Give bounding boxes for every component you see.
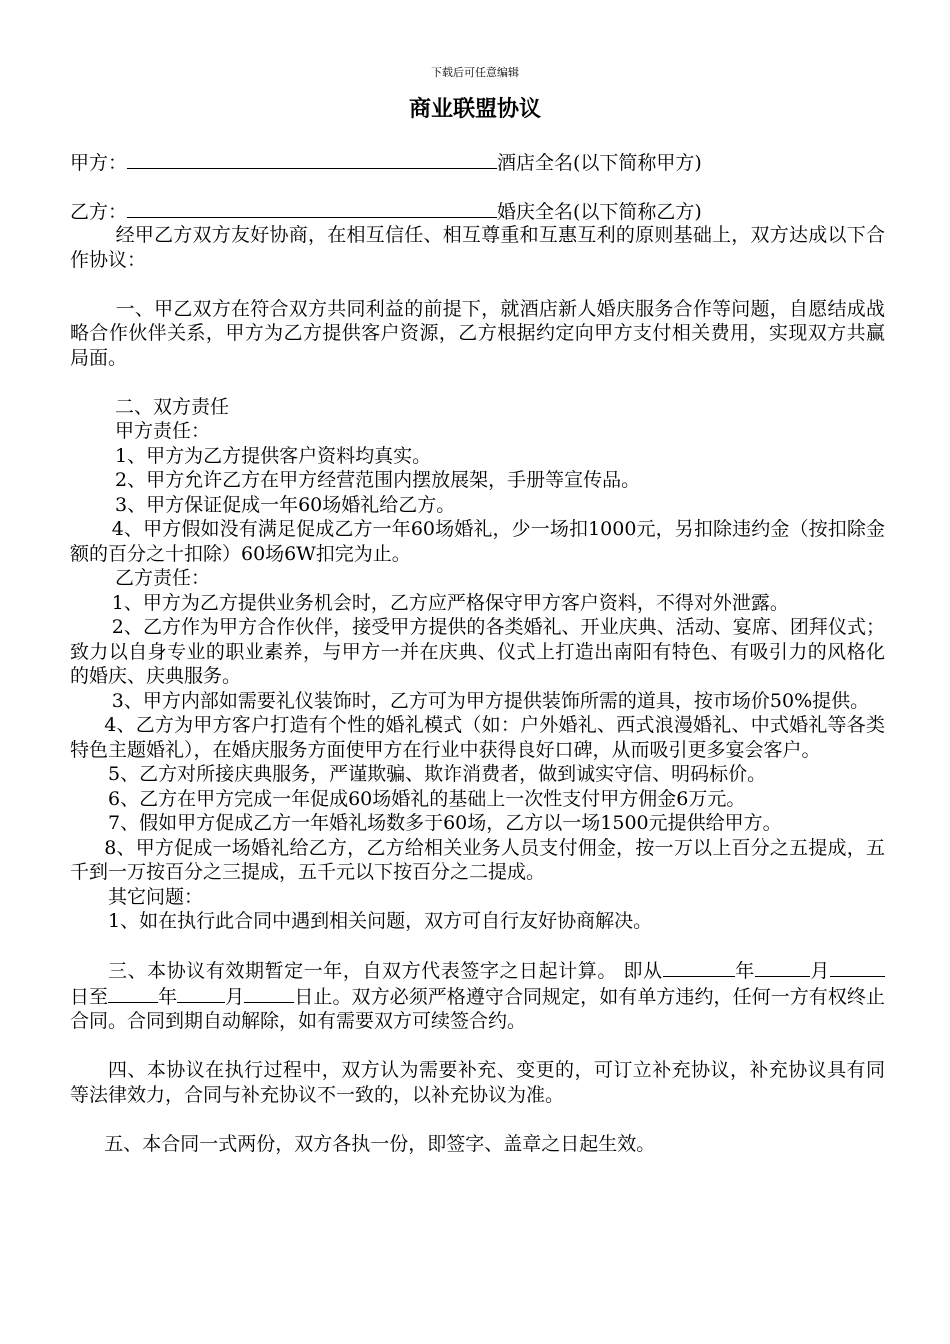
- year-label: 年: [158, 985, 178, 1008]
- b-duty-item: 1、甲方为乙方提供业务机会时，乙方应严格保守甲方客户资料，不得对外泄露。: [111, 591, 789, 614]
- party-a-blank[interactable]: [127, 150, 497, 169]
- month-label: 月: [225, 985, 245, 1008]
- party-a-suffix: 酒店全名(以下简称甲方): [497, 152, 702, 174]
- b-duty-item: 6、乙方在甲方完成一年促成60场婚礼的基础上一次性支付甲方佣金6万元。: [108, 787, 746, 810]
- section-2-heading: 二、双方责任: [115, 395, 230, 418]
- start-year-blank[interactable]: [663, 958, 735, 977]
- a-duty-item: 2、甲方允许乙方在甲方经营范围内摆放展架，手册等宣传品。: [115, 469, 641, 491]
- other-issues-heading: 其它问题：: [108, 885, 204, 908]
- section-1: 一、甲乙双方在符合双方共同利益的前提下，就酒店新人婚庆服务合作等问题，自愿结成战略合作伙伴关系，甲方为乙方提供客户资源，乙方根据约定向甲方支付相关费用，实现双方共赢局面。: [70, 297, 885, 369]
- a-duty-item: 3、甲方保证促成一年60场婚礼给乙方。: [115, 493, 456, 516]
- section-3-text: 三、本协议有效期暂定一年，自双方代表签字之日起计算。 即从: [108, 960, 663, 982]
- end-month-blank[interactable]: [177, 984, 225, 1003]
- section-5: 五、本合同一式两份，双方各执一份，即签字、盖章之日起生效。: [104, 1132, 656, 1155]
- section-3: [70, 958, 885, 1034]
- b-duty-item: 2、乙方作为甲方合作伙伴，接受甲方提供的各类婚礼、开业庆典、活动、宴席、团拜仪式；致力以自身专业的职业素养，与甲方一并在庆典、仪式上打造出南阳有特色、有吸引力的风格化的婚庆、庆典服务。: [70, 616, 885, 687]
- header-note: 下载后可任意编辑: [431, 66, 519, 79]
- party-a-label: 甲方：: [70, 152, 128, 174]
- b-duty-item: 4、乙方为甲方客户打造有个性的婚礼模式（如：户外婚礼、西式浪漫婚礼、中式婚礼等各类特色主题婚礼），在婚庆服务方面使甲方在行业中获得良好口碑，从而吸引更多宴会客户。: [70, 714, 885, 761]
- party-b-blank[interactable]: [127, 199, 497, 218]
- end-day-blank[interactable]: [244, 984, 294, 1003]
- b-duty-item: 5、乙方对所接庆典服务，严谨欺骗、欺诈消费者，做到诚实守信、明码标价。: [108, 763, 767, 785]
- intro-paragraph: 经甲乙方双方友好协商，在相互信任、相互尊重和互惠互利的原则基础上，双方达成以下合作协议：: [70, 224, 885, 271]
- other-issue-item: 1、如在执行此合同中遇到相关问题，双方可自行友好协商解决。: [108, 910, 653, 932]
- a-duty-item: 1、甲方为乙方提供客户资料均真实。: [115, 444, 432, 467]
- year-label: 年: [734, 960, 755, 982]
- party-b-suffix: 婚庆全名(以下简称乙方): [497, 200, 702, 223]
- section-3-end: 日止。双方必须严格遵守合同规定，如有单方违约，任何一方有权终止合同。合同到期自动解除，如有需要双方可续签合约。: [70, 985, 885, 1032]
- party-b-label: 乙方：: [70, 200, 128, 223]
- document-title: 商业联盟协议: [408, 97, 541, 122]
- b-duty-item: 3、甲方内部如需要礼仪装饰时，乙方可为甲方提供装饰所需的道具，按市场价50%提供。: [111, 689, 870, 712]
- document-body: [70, 150, 885, 1156]
- start-day-blank[interactable]: [830, 958, 885, 977]
- b-duty-item: 7、假如甲方促成乙方一年婚礼场数多于60场，乙方以一场1500元提供给甲方。: [108, 812, 782, 834]
- a-duty-item: 4、甲方假如没有满足促成乙方一年60场婚礼，少一场扣1000元，另扣除违约金（按扣除金额的百分之十扣除）60场6W扣完为止。: [70, 518, 885, 565]
- day-to-label: 日至: [70, 985, 109, 1008]
- b-duty-item: 8、甲方促成一场婚礼给乙方，乙方给相关业务人员支付佣金，按一万以上百分之五提成，五千到一万按百分之三提成，五千元以下按百分之二提成。: [70, 836, 885, 883]
- start-month-blank[interactable]: [755, 958, 810, 977]
- party-b-line: [70, 199, 885, 224]
- end-year-blank[interactable]: [108, 984, 158, 1003]
- month-label: 月: [809, 960, 830, 982]
- section-4: 四、本协议在执行过程中，双方认为需要补充、变更的，可订立补充协议，补充协议具有同等法律效力，合同与补充协议不一致的，以补充协议为准。: [70, 1059, 885, 1106]
- party-b-duty-heading: 乙方责任：: [115, 567, 211, 589]
- party-a-duty-heading: 甲方责任：: [115, 420, 211, 442]
- party-a-line: [70, 150, 885, 175]
